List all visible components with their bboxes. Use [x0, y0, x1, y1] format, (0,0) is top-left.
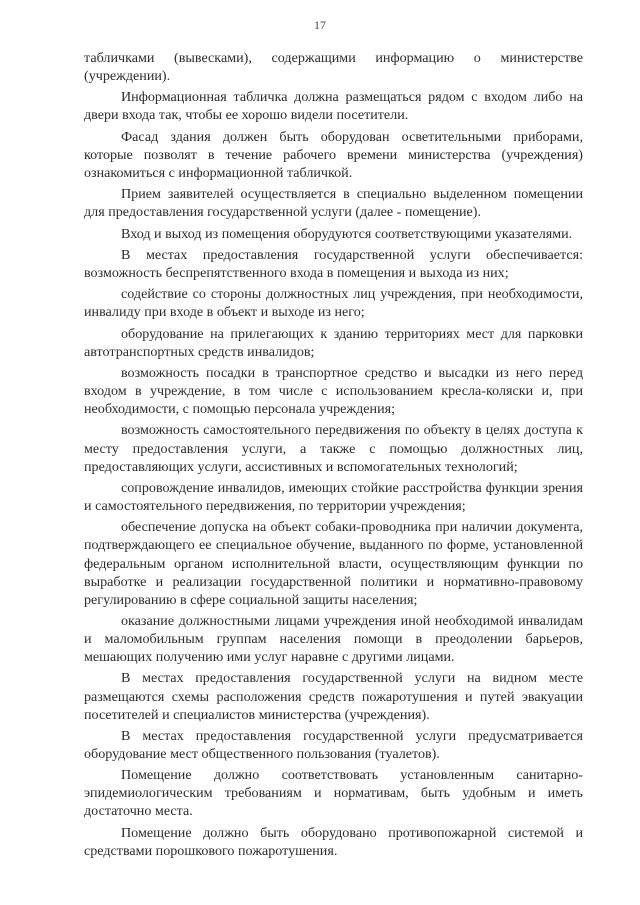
paragraph: оборудование на прилегающих к зданию территориях мест для парковки автотранспортных средств инвалидов;: [84, 325, 583, 360]
paragraph: В местах предоставления государственной услуги на видном месте размещаются схемы расположения средств пожаротушения и путей эвакуации посетителей и специалистов министерства (учреждения).: [84, 670, 583, 723]
paragraph: В местах предоставления государственной услуги предусматривается оборудование мест общественного пользования (туалетов).: [84, 727, 583, 762]
paragraph: В местах предоставления государственной услуги обеспечивается: возможность беспрепятственного входа в помещения и выхода из них;: [84, 246, 583, 281]
paragraph: сопровождение инвалидов, имеющих стойкие расстройства функции зрения и самостоятельного передвижения, по территории учреждения;: [84, 479, 583, 515]
paragraph: возможность самостоятельного передвижения по объекту в целях доступа к месту предоставления услуги, а также с помощью должностных лиц, предоставляющих услуги, ассистивных и вспомогательных технологий;: [84, 422, 583, 475]
paragraph: возможность посадки в транспортное средство и высадки из него перед входом в учреждение, в том числе с использованием кресла-коляски и, при необходимости, с помощью персонала учреждения;: [84, 365, 583, 418]
paragraph: Прием заявителей осуществляется в специально выделенном помещении для предоставления государственной услуги (далее - помещение).: [84, 186, 583, 221]
paragraph: Вход и выход из помещения оборудуются соответствующими указателями.: [121, 225, 573, 242]
paragraph: Помещение должно соответствовать установленным санитарно-эпидемиологическим требованиям и нормативам, быть удобным и иметь достаточно места.: [84, 767, 583, 820]
paragraph: табличками (вывесками), содержащими информацию о министерстве (учреждении).: [84, 50, 583, 85]
paragraph: Помещение должно быть оборудовано противопожарной системой и средствами порошкового пожаротушения.: [84, 824, 583, 859]
paragraph: Информационная табличка должна размещаться рядом с входом либо на двери входа так, чтобы ее хорошо видели посетители.: [84, 89, 583, 124]
page-number: 17: [314, 18, 326, 32]
paragraph: содействие со стороны должностных лиц учреждения, при необходимости, инвалиду при входе в объект и выходе из него;: [84, 286, 583, 321]
paragraph: обеспечение допуска на объект собаки-проводника при наличии документа, подтверждающего ее специальное обучение, выданного по форме, установленной федеральным органом исполнительной власти, осуществляющим функции по выработке и реализации государственной политики и нормативно-правовому регулированию в сфере социальной защиты населения;: [84, 519, 583, 608]
paragraph: оказание должностными лицами учреждения иной необходимой инвалидам и маломобильным группам населения помощи в преодолении барьеров, мешающих получению ими услуг наравне с другими лицами.: [84, 612, 583, 666]
paragraph: Фасад здания должен быть оборудован осветительными приборами, которые позволят в течение рабочего времени министерства (учреждения) ознакомиться с информационной табличкой.: [84, 128, 583, 181]
document-body: [84, 49, 583, 863]
